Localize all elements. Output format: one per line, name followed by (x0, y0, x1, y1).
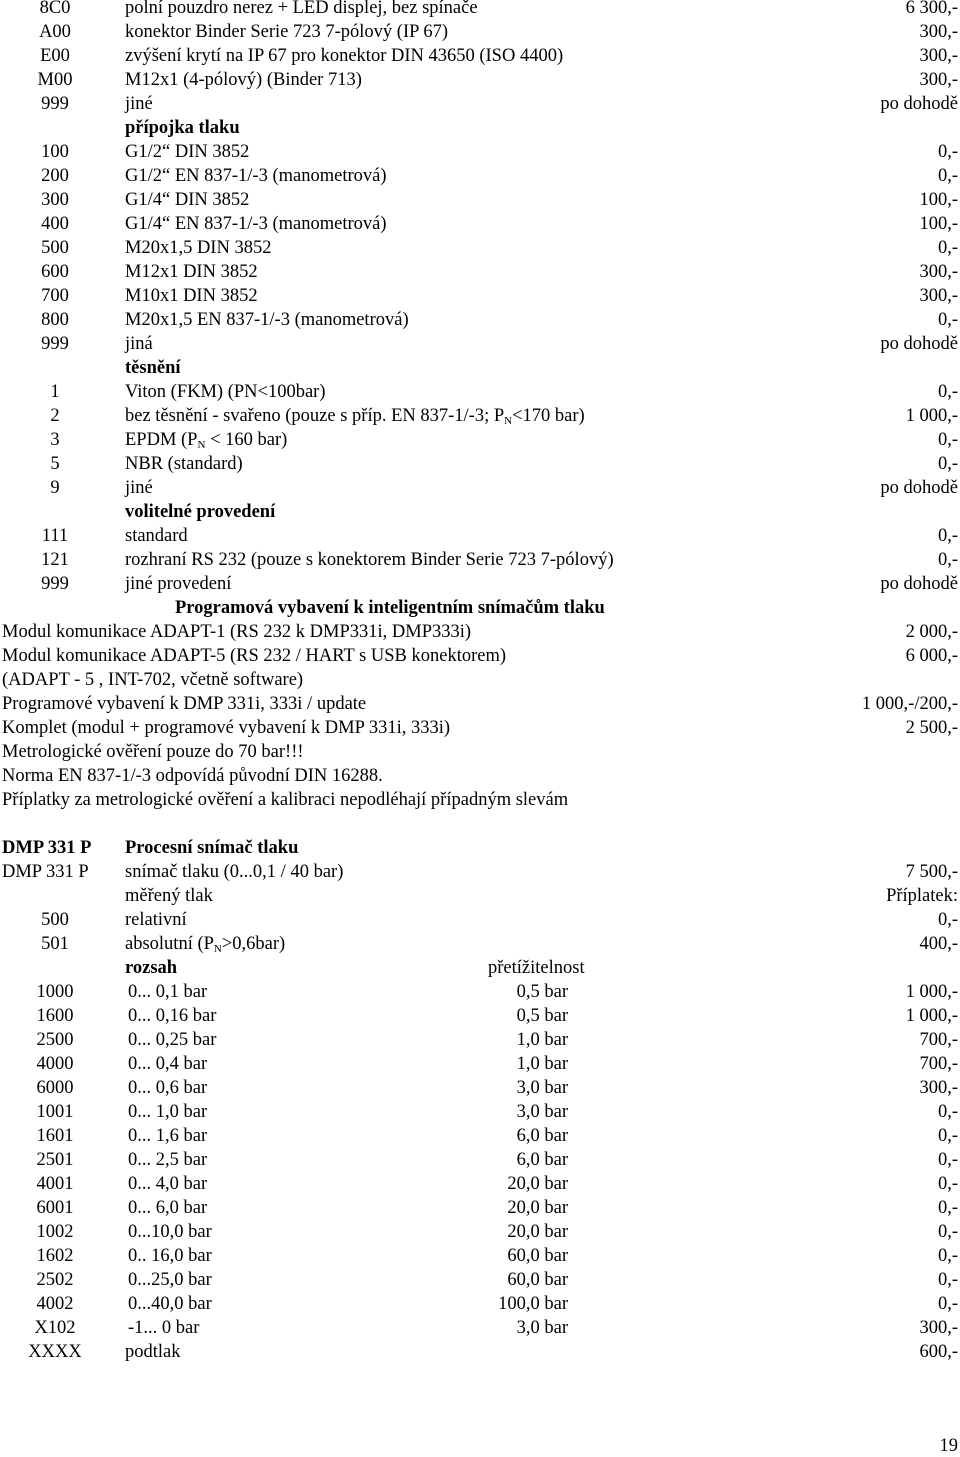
option-price: 1 000,- (905, 406, 958, 426)
measured-code: 500 (41, 910, 69, 930)
range-row (0, 1340, 960, 1364)
range-row (0, 1028, 960, 1052)
range-price: 700,- (919, 1054, 958, 1074)
option-code: 800 (41, 310, 69, 330)
range-value: 0...10,0 bar (128, 1222, 212, 1242)
range-price: 0,- (937, 1222, 958, 1242)
desc-part: >0,6bar) (221, 934, 286, 954)
measured-label-row (0, 884, 960, 908)
range-code: 2501 (36, 1150, 74, 1170)
range-code: 4001 (36, 1174, 74, 1194)
option-code: A00 (39, 22, 71, 42)
measured-row (0, 908, 960, 932)
range-code: 6000 (36, 1078, 74, 1098)
range-row (0, 1148, 960, 1172)
option-price: 300,- (919, 46, 958, 66)
option-code: 500 (41, 238, 69, 258)
range-row (0, 1244, 960, 1268)
range-code: X102 (34, 1318, 76, 1338)
range-price: 300,- (919, 1078, 958, 1098)
option-row (0, 380, 960, 404)
option-description: G1/2“ DIN 3852 (125, 142, 250, 162)
desc-part: < 160 bar) (205, 430, 288, 450)
software-text: Příplatky za metrologické ověření a kalibraci nepodléhají případným slevám (2, 790, 569, 810)
software-row (0, 644, 960, 668)
product-base-price: 7 500,- (905, 862, 958, 882)
option-price: po dohodě (880, 574, 958, 594)
option-description: G1/4“ DIN 3852 (125, 190, 250, 210)
option-code: 700 (41, 286, 69, 306)
option-row (0, 20, 960, 44)
range-price: 0,- (937, 1294, 958, 1314)
overload-value: 1,0 bar (516, 1030, 568, 1050)
range-code: 1002 (36, 1222, 74, 1242)
option-description: rozhraní RS 232 (pouze s konektorem Binder Serie 723 7-pólový) (125, 550, 614, 570)
range-price: 0,- (937, 1270, 958, 1290)
overload-value: 3,0 bar (516, 1318, 568, 1338)
range-value: -1... 0 bar (128, 1318, 200, 1338)
option-code: 121 (41, 550, 69, 570)
software-row (0, 620, 960, 644)
range-price: 0,- (937, 1126, 958, 1146)
option-code: 9 (50, 478, 60, 498)
option-row (0, 260, 960, 284)
option-description: konektor Binder Serie 723 7-pólový (IP 67) (125, 22, 449, 42)
option-price: po dohodě (880, 94, 958, 114)
range-value: 0... 0,6 bar (128, 1078, 208, 1098)
option-code: 100 (41, 142, 69, 162)
range-price: 0,- (937, 1198, 958, 1218)
overload-value: 6,0 bar (516, 1126, 568, 1146)
option-row (0, 452, 960, 476)
range-code: 1600 (36, 1006, 74, 1026)
option-row (0, 92, 960, 116)
product-base-description: snímač tlaku (0...0,1 / 40 bar) (125, 862, 344, 882)
range-row (0, 1316, 960, 1340)
range-value: 0... 1,0 bar (128, 1102, 208, 1122)
overload-value: 0,5 bar (516, 982, 568, 1002)
option-row (0, 44, 960, 68)
software-text: Programové vybavení k DMP 331i, 333i / update (2, 694, 367, 714)
software-row (0, 764, 960, 788)
option-code: 300 (41, 190, 69, 210)
software-row (0, 668, 960, 692)
option-price: 0,- (937, 454, 958, 474)
software-price: 2 000,- (905, 622, 958, 642)
desc-part: EPDM (P (125, 430, 198, 450)
range-row (0, 1076, 960, 1100)
range-value: 0... 0,1 bar (128, 982, 208, 1002)
option-price: po dohodě (880, 334, 958, 354)
option-row (0, 308, 960, 332)
section-heading: těsnění (125, 358, 181, 378)
option-row (0, 212, 960, 236)
range-code: XXXX (28, 1342, 82, 1362)
option-description: jiné (125, 94, 153, 114)
desc-part: bez těsnění - svařeno (pouze s příp. EN 837-1/-3; P (125, 406, 505, 426)
option-code: 5 (50, 454, 60, 474)
option-code: 600 (41, 262, 69, 282)
overload-value: 3,0 bar (516, 1078, 568, 1098)
option-row (0, 236, 960, 260)
option-price: 100,- (919, 190, 958, 210)
option-row (0, 332, 960, 356)
range-row (0, 1292, 960, 1316)
product-base-row (0, 860, 960, 884)
option-description: standard (125, 526, 188, 546)
option-row (0, 428, 960, 452)
overload-value: 0,5 bar (516, 1006, 568, 1026)
option-description: Viton (FKM) (PN<100bar) (125, 382, 326, 402)
option-code: 400 (41, 214, 69, 234)
range-price: 0,- (937, 1102, 958, 1122)
desc-part: <170 bar) (512, 406, 585, 426)
option-price: 0,- (937, 238, 958, 258)
measured-price: 400,- (919, 934, 958, 954)
range-value: 0... 0,25 bar (128, 1030, 217, 1050)
measured-row (0, 932, 960, 956)
range-code: 6001 (36, 1198, 74, 1218)
option-row (0, 284, 960, 308)
option-row (0, 548, 960, 572)
software-price: 2 500,- (905, 718, 958, 738)
option-description: M20x1,5 EN 837-1/-3 (manometrová) (125, 310, 409, 330)
product-base-code: DMP 331 P (2, 862, 89, 882)
range-row (0, 1100, 960, 1124)
option-price: 0,- (937, 430, 958, 450)
option-description (125, 428, 287, 452)
section-heading: volitelné provedení (125, 502, 276, 522)
range-price: 300,- (919, 1318, 958, 1338)
software-row (0, 740, 960, 764)
option-row (0, 68, 960, 92)
overload-value: 100,0 bar (498, 1294, 568, 1314)
option-description: NBR (standard) (125, 454, 243, 474)
page-number: 19 (939, 1436, 958, 1456)
option-description: M10x1 DIN 3852 (125, 286, 258, 306)
option-row (0, 188, 960, 212)
software-text: Komplet (modul + programové vybavení k DMP 331i, 333i) (2, 718, 451, 738)
range-row (0, 1052, 960, 1076)
software-text: Modul komunikace ADAPT-1 (RS 232 k DMP331i, DMP333i) (2, 622, 472, 642)
option-description: M12x1 DIN 3852 (125, 262, 258, 282)
range-code: 2500 (36, 1030, 74, 1050)
product-code: DMP 331 P (2, 838, 92, 858)
range-row (0, 1172, 960, 1196)
section-heading-row (0, 356, 960, 380)
option-code: 3 (50, 430, 60, 450)
option-row (0, 404, 960, 428)
option-code: 999 (41, 574, 69, 594)
range-row (0, 1124, 960, 1148)
measured-price: 0,- (937, 910, 958, 930)
option-price: 0,- (937, 526, 958, 546)
range-value: 0.. 16,0 bar (128, 1246, 212, 1266)
range-value: 0... 2,5 bar (128, 1150, 208, 1170)
software-row (0, 788, 960, 812)
subscript: N (504, 415, 513, 427)
option-price: 0,- (937, 142, 958, 162)
range-row (0, 1004, 960, 1028)
surcharge-label: Příplatek: (886, 886, 958, 906)
measured-description: relativní (125, 910, 187, 930)
software-heading: Programová vybavení k inteligentním snímačům tlaku (175, 598, 605, 618)
software-text: Norma EN 837-1/-3 odpovídá původní DIN 16288. (2, 766, 383, 786)
section-heading: přípojka tlaku (125, 118, 240, 138)
product-title: Procesní snímač tlaku (125, 838, 299, 858)
section-heading-row (0, 500, 960, 524)
range-row (0, 980, 960, 1004)
overload-value: 6,0 bar (516, 1150, 568, 1170)
software-row (0, 692, 960, 716)
option-price: 0,- (937, 382, 958, 402)
option-price: 300,- (919, 262, 958, 282)
desc-part: absolutní (P (125, 934, 214, 954)
range-row (0, 1196, 960, 1220)
option-price: 300,- (919, 70, 958, 90)
option-code: M00 (37, 70, 73, 90)
range-row (0, 1220, 960, 1244)
range-value: 0... 0,4 bar (128, 1054, 208, 1074)
option-description: jiná (125, 334, 153, 354)
overload-value: 60,0 bar (507, 1246, 568, 1266)
subscript: N (197, 439, 206, 451)
option-code: 999 (41, 94, 69, 114)
option-description: zvýšení krytí na IP 67 pro konektor DIN 43650 (ISO 4400) (125, 46, 564, 66)
range-row (0, 1268, 960, 1292)
option-price: 6 300,- (905, 0, 958, 18)
option-description: M12x1 (4-pólový) (Binder 713) (125, 70, 362, 90)
subscript: N (213, 943, 222, 955)
range-price: 1 000,- (905, 1006, 958, 1026)
option-description: G1/4“ EN 837-1/-3 (manometrová) (125, 214, 387, 234)
option-row (0, 164, 960, 188)
option-row (0, 140, 960, 164)
range-value: 0... 0,16 bar (128, 1006, 217, 1026)
range-code: 1602 (36, 1246, 74, 1266)
option-description (125, 404, 585, 428)
range-code: 1601 (36, 1126, 74, 1146)
option-price: po dohodě (880, 478, 958, 498)
option-description: G1/2“ EN 837-1/-3 (manometrová) (125, 166, 387, 186)
measured-pressure-label: měřený tlak (125, 886, 213, 906)
range-code: 1000 (36, 982, 74, 1002)
overload-value: 20,0 bar (507, 1198, 568, 1218)
range-value: 0...25,0 bar (128, 1270, 212, 1290)
option-code: 999 (41, 334, 69, 354)
range-code: 1001 (36, 1102, 74, 1122)
overload-value: 3,0 bar (516, 1102, 568, 1122)
range-value: 0...40,0 bar (128, 1294, 212, 1314)
range-price: 0,- (937, 1246, 958, 1266)
option-price: 0,- (937, 310, 958, 330)
option-row (0, 476, 960, 500)
overload-value: 20,0 bar (507, 1222, 568, 1242)
option-description: polní pouzdro nerez + LED displej, bez spínače (125, 0, 478, 18)
measured-description (125, 932, 285, 956)
option-description: jiné provedení (125, 574, 232, 594)
range-label: rozsah (125, 958, 178, 978)
software-price: 6 000,- (905, 646, 958, 666)
option-price: 0,- (937, 166, 958, 186)
product-title-row (0, 836, 960, 860)
measured-code: 501 (41, 934, 69, 954)
option-code: 200 (41, 166, 69, 186)
option-price: 300,- (919, 286, 958, 306)
option-code: 1 (50, 382, 60, 402)
range-price: 600,- (919, 1342, 958, 1362)
range-value: 0... 4,0 bar (128, 1174, 208, 1194)
section-heading-row (0, 116, 960, 140)
range-value: 0... 6,0 bar (128, 1198, 208, 1218)
software-row (0, 716, 960, 740)
option-price: 300,- (919, 22, 958, 42)
range-value: podtlak (125, 1342, 181, 1362)
range-price: 700,- (919, 1030, 958, 1050)
overload-value: 20,0 bar (507, 1174, 568, 1194)
option-code: E00 (40, 46, 70, 66)
option-price: 0,- (937, 550, 958, 570)
range-header-row (0, 956, 960, 980)
option-description: M20x1,5 DIN 3852 (125, 238, 272, 258)
software-text: Metrologické ověření pouze do 70 bar!!! (2, 742, 304, 762)
option-row (0, 572, 960, 596)
range-price: 0,- (937, 1150, 958, 1170)
option-row (0, 524, 960, 548)
software-heading-row (0, 596, 960, 620)
range-code: 4000 (36, 1054, 74, 1074)
software-price: 1 000,-/200,- (861, 694, 958, 714)
option-code: 2 (50, 406, 60, 426)
range-price: 0,- (937, 1174, 958, 1194)
overload-value: 1,0 bar (516, 1054, 568, 1074)
option-code: 111 (41, 526, 69, 546)
option-description: jiné (125, 478, 153, 498)
option-code: 8C0 (39, 0, 71, 18)
software-text: (ADAPT - 5 , INT-702, včetně software) (2, 670, 304, 690)
overload-label: přetížitelnost (488, 958, 585, 978)
option-price: 100,- (919, 214, 958, 234)
range-code: 2502 (36, 1270, 74, 1290)
range-value: 0... 1,6 bar (128, 1126, 208, 1146)
range-price: 1 000,- (905, 982, 958, 1002)
overload-value: 60,0 bar (507, 1270, 568, 1290)
software-text: Modul komunikace ADAPT-5 (RS 232 / HART s USB konektorem) (2, 646, 507, 666)
option-row (0, 0, 960, 20)
range-code: 4002 (36, 1294, 74, 1314)
